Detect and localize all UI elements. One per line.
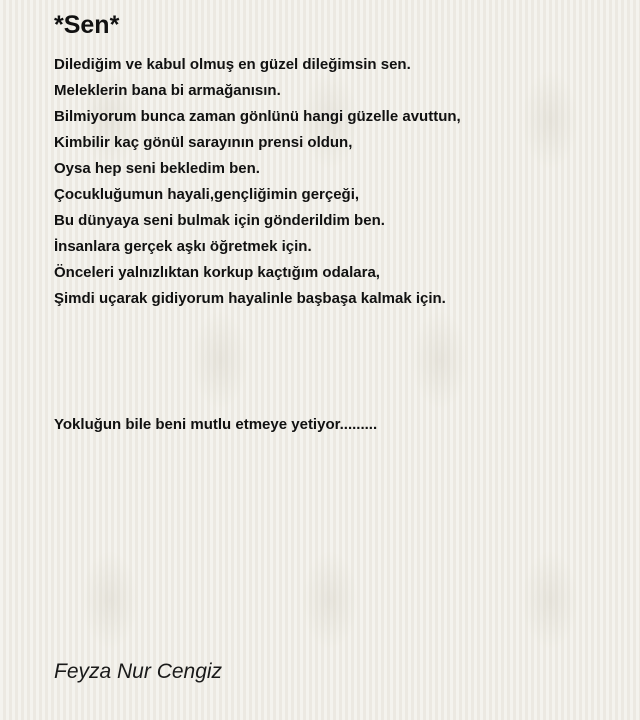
poem-line: Şimdi uçarak gidiyorum hayalinle başbaşa kalmak için.: [54, 290, 446, 307]
poem-line: Önceleri yalnızlıktan korkup kaçtığım odalara,: [54, 264, 380, 281]
poem-line: Bu dünyaya seni bulmak için gönderildim ben.: [54, 212, 385, 229]
poem-body: [54, 52, 614, 312]
poem-line: Meleklerin bana bi armağanısın.: [54, 82, 281, 99]
poem-line: İnsanlara gerçek aşkı öğretmek için.: [54, 238, 312, 255]
poem-line: Oysa hep seni bekledim ben.: [54, 160, 260, 177]
poem-title: *Sen*: [54, 11, 120, 39]
poem-closing-line: Yokluğun bile beni mutlu etmeye yetiyor.........: [54, 416, 378, 433]
poem-line: Bilmiyorum bunca zaman gönlünü hangi güzelle avuttun,: [54, 108, 461, 125]
poem-line: Kimbilir kaç gönül sarayının prensi oldun,: [54, 134, 353, 151]
poem-line: Dilediğim ve kabul olmuş en güzel dileğimsin sen.: [54, 56, 411, 73]
poem-line: Çocukluğumun hayali,gençliğimin gerçeği,: [54, 186, 360, 203]
poem-author: Feyza Nur Cengiz: [54, 660, 223, 683]
